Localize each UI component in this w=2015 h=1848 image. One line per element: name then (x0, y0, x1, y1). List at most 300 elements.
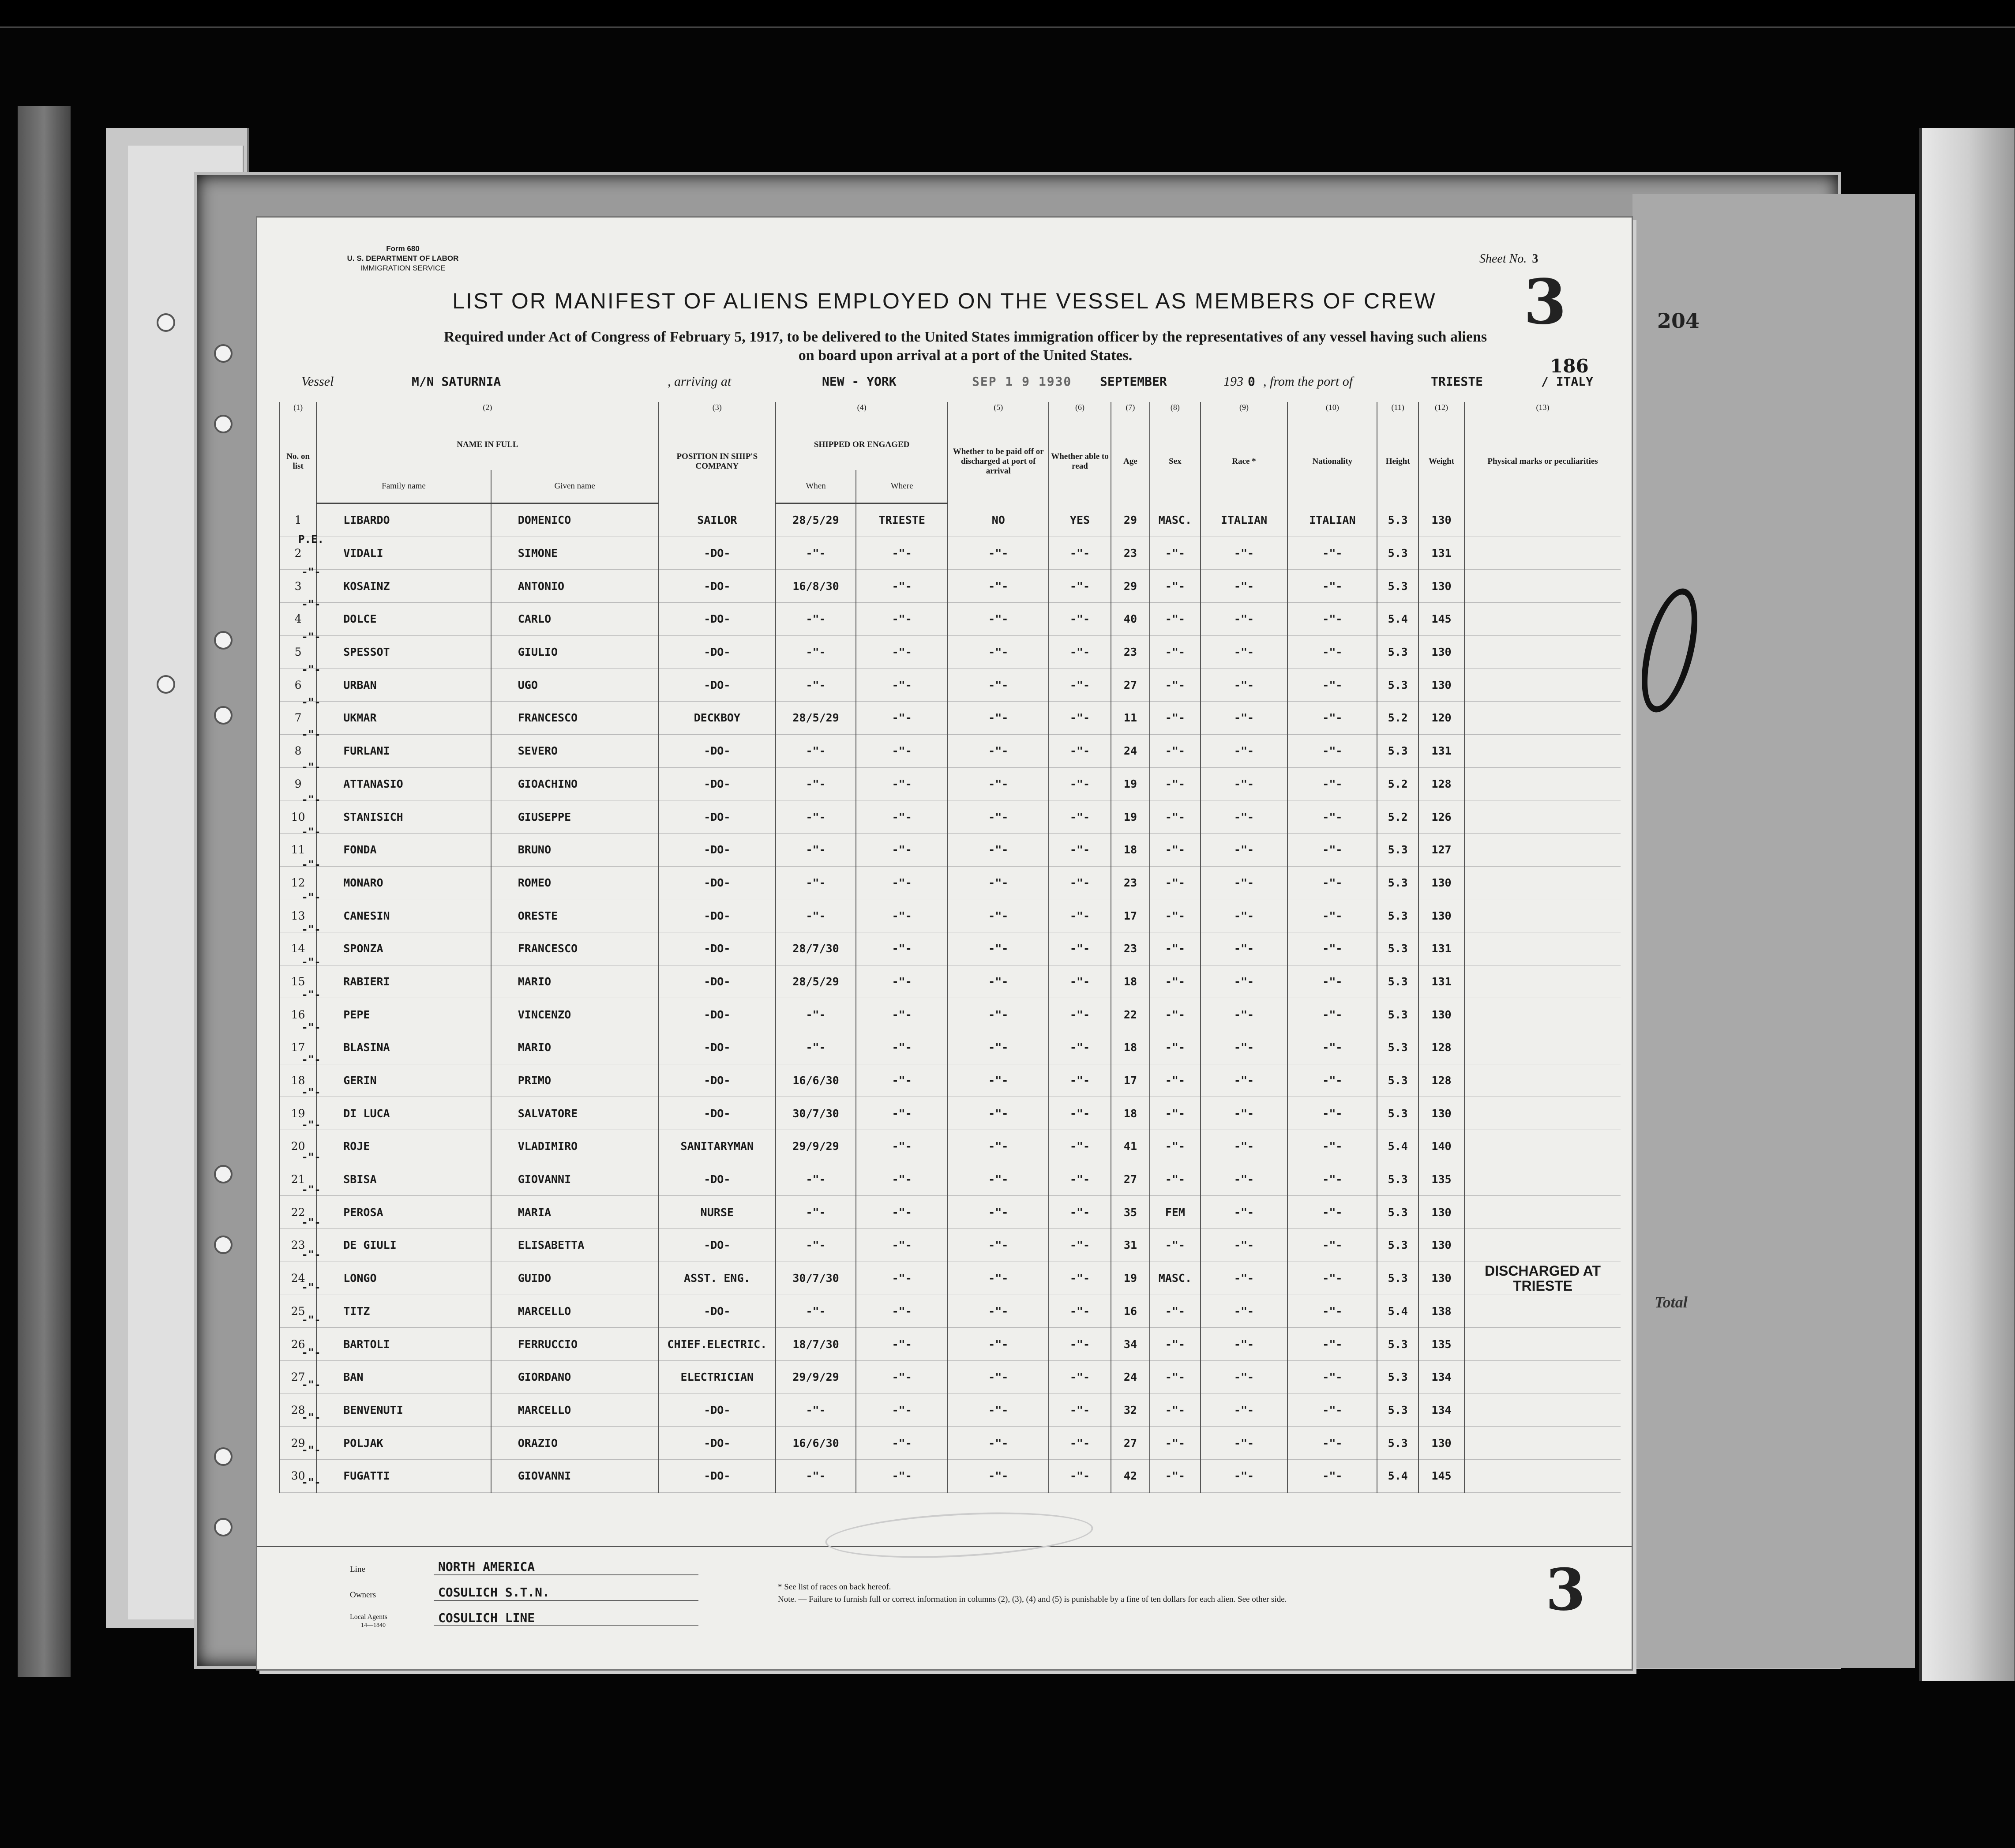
cell-when: -"- (776, 1229, 856, 1262)
margin-mark: -"- (301, 1476, 321, 1489)
cell-age: 27 (1111, 1163, 1150, 1196)
cell-paid: -"- (948, 866, 1049, 899)
manifest-footer (257, 1546, 1632, 1662)
manifest-sheet (256, 216, 1633, 1671)
cell-paid: -"- (948, 1262, 1049, 1295)
cell-nat: -"- (1287, 1328, 1377, 1361)
cell-race: -"- (1201, 998, 1288, 1031)
cell-position: -DO- (659, 800, 776, 834)
service: IMMIGRATION SERVICE (360, 264, 446, 272)
cell-height: 5.3 (1377, 570, 1418, 603)
cell-when: -"- (776, 1295, 856, 1328)
cell-age: 23 (1111, 635, 1150, 669)
cell-nat: -"- (1287, 767, 1377, 800)
cell-height: 5.3 (1377, 1196, 1418, 1229)
cell-where: -"- (856, 669, 948, 702)
arrival-year: 0 (1248, 374, 1255, 389)
date-stamp: SEP 1 9 1930 (972, 374, 1072, 389)
cell-marks (1464, 1229, 1621, 1262)
cell-nat: -"- (1287, 1360, 1377, 1394)
cell-read: -"- (1049, 1163, 1111, 1196)
owners-rule (434, 1600, 698, 1601)
table-row (280, 998, 1621, 1031)
cell-marks (1464, 1130, 1621, 1163)
margin-mark: -"- (301, 1183, 321, 1196)
cell-family: TITZ (316, 1295, 491, 1328)
cell-given: UGO (491, 669, 659, 702)
cell-when: -"- (776, 734, 856, 767)
cell-race: -"- (1201, 537, 1288, 570)
cell-no: 22 (280, 1196, 316, 1229)
cell-position: DECKBOY (659, 702, 776, 735)
punch-hole (214, 1165, 233, 1183)
cell-no: 2 (280, 537, 316, 570)
cell-position: -DO- (659, 1064, 776, 1097)
cell-race: -"- (1201, 1295, 1288, 1328)
table-row (280, 1097, 1621, 1130)
cell-given: GIOVANNI (491, 1163, 659, 1196)
cell-height: 5.3 (1377, 965, 1418, 998)
arrival-port: NEW - YORK (822, 374, 897, 389)
table-row (280, 866, 1621, 899)
table-row (280, 1295, 1621, 1328)
cell-nat: -"- (1287, 669, 1377, 702)
cell-height: 5.3 (1377, 1427, 1418, 1460)
cell-race: -"- (1201, 1130, 1288, 1163)
cell-height: 5.3 (1377, 1163, 1418, 1196)
cell-position: -DO- (659, 998, 776, 1031)
cell-sex: -"- (1150, 1031, 1200, 1064)
cell-given: DOMENICO (491, 503, 659, 537)
cell-read: -"- (1049, 833, 1111, 866)
cell-sex: -"- (1150, 1328, 1200, 1361)
cell-sex: -"- (1150, 1163, 1200, 1196)
cell-height: 5.3 (1377, 899, 1418, 932)
form-number: Form 680 (386, 244, 420, 253)
cell-family: KOSAINZ (316, 570, 491, 603)
cell-given: GIOACHINO (491, 767, 659, 800)
cell-family: CANESIN (316, 899, 491, 932)
cell-no: 15 (280, 965, 316, 998)
punch-hole (214, 706, 233, 725)
cell-family: FONDA (316, 833, 491, 866)
cell-paid: -"- (948, 734, 1049, 767)
header-family-name: Family name (316, 470, 491, 503)
cell-read: -"- (1049, 1459, 1111, 1492)
punch-hole (214, 1447, 233, 1466)
cell-weight: 145 (1418, 1459, 1464, 1492)
year-label: 193 (1223, 374, 1243, 389)
cell-read: -"- (1049, 1064, 1111, 1097)
cell-given: ROMEO (491, 866, 659, 899)
cell-weight: 128 (1418, 767, 1464, 800)
cell-where: -"- (856, 998, 948, 1031)
cell-position: -DO- (659, 1097, 776, 1130)
cell-position: -DO- (659, 899, 776, 932)
owners-label: Owners (350, 1590, 376, 1600)
crew-manifest-table (279, 402, 1621, 1493)
cell-no: 9 (280, 767, 316, 800)
cell-given: BRUNO (491, 833, 659, 866)
cell-marks (1464, 1394, 1621, 1427)
cell-paid: -"- (948, 1064, 1049, 1097)
cell-age: 41 (1111, 1130, 1150, 1163)
cell-where: -"- (856, 1064, 948, 1097)
margin-mark: -"- (301, 1216, 321, 1228)
cell-marks (1464, 635, 1621, 669)
cell-no: 23 (280, 1229, 316, 1262)
cell-race: -"- (1201, 1031, 1288, 1064)
margin-mark: -"- (301, 923, 321, 936)
cell-nat: -"- (1287, 899, 1377, 932)
table-row (280, 1262, 1621, 1295)
cell-where: -"- (856, 1328, 948, 1361)
cell-family: VIDALI (316, 537, 491, 570)
cell-marks (1464, 1163, 1621, 1196)
cell-family: SPESSOT (316, 635, 491, 669)
from-port: TRIESTE (1431, 374, 1483, 389)
cell-race: -"- (1201, 833, 1288, 866)
cell-marks (1464, 1031, 1621, 1064)
cell-family: BLASINA (316, 1031, 491, 1064)
cell-where: -"- (856, 1196, 948, 1229)
cell-where: -"- (856, 833, 948, 866)
cell-given: ELISABETTA (491, 1229, 659, 1262)
cell-read: -"- (1049, 603, 1111, 636)
cell-sex: -"- (1150, 833, 1200, 866)
cell-no: 1 (280, 503, 316, 537)
cell-sex: -"- (1150, 702, 1200, 735)
cell-marks (1464, 669, 1621, 702)
cell-paid: -"- (948, 1130, 1049, 1163)
cell-height: 5.4 (1377, 1130, 1418, 1163)
cell-where: -"- (856, 800, 948, 834)
table-row (280, 537, 1621, 570)
line-rule (434, 1574, 698, 1575)
cell-position: -DO- (659, 635, 776, 669)
cell-read: -"- (1049, 1196, 1111, 1229)
cell-race: -"- (1201, 932, 1288, 965)
cell-position: -DO- (659, 932, 776, 965)
cell-read: -"- (1049, 899, 1111, 932)
cell-nat: -"- (1287, 1262, 1377, 1295)
cell-height: 5.3 (1377, 866, 1418, 899)
margin-mark: -"- (301, 988, 321, 1001)
table-row (280, 899, 1621, 932)
cell-no: 21 (280, 1163, 316, 1196)
cell-sex: -"- (1150, 767, 1200, 800)
owners-value: COSULICH S.T.N. (438, 1585, 550, 1600)
cell-when: 30/7/30 (776, 1097, 856, 1130)
table-row (280, 1031, 1621, 1064)
table-row (280, 767, 1621, 800)
cell-read: -"- (1049, 1031, 1111, 1064)
punch-hole (214, 1236, 233, 1254)
cell-marks (1464, 1196, 1621, 1229)
cell-height: 5.3 (1377, 635, 1418, 669)
margin-mark: -"- (301, 1151, 321, 1164)
cell-height: 5.2 (1377, 702, 1418, 735)
cell-weight: 130 (1418, 1196, 1464, 1229)
cell-sex: -"- (1150, 1459, 1200, 1492)
cell-read: -"- (1049, 1427, 1111, 1460)
cell-paid: -"- (948, 800, 1049, 834)
cell-paid: -"- (948, 1427, 1049, 1460)
col-num-13: (13) (1464, 402, 1621, 420)
cell-race: -"- (1201, 570, 1288, 603)
cell-position: -DO- (659, 570, 776, 603)
cell-weight: 130 (1418, 1262, 1464, 1295)
cell-sex: -"- (1150, 965, 1200, 998)
cell-sex: -"- (1150, 734, 1200, 767)
cell-no: 3 (280, 570, 316, 603)
cell-age: 16 (1111, 1295, 1150, 1328)
cell-family: SBISA (316, 1163, 491, 1196)
cell-position: ASST. ENG. (659, 1262, 776, 1295)
col-num-3: (3) (659, 402, 776, 420)
cell-weight: 140 (1418, 1130, 1464, 1163)
cell-position: -DO- (659, 1163, 776, 1196)
cell-height: 5.3 (1377, 503, 1418, 537)
cell-where: -"- (856, 1262, 948, 1295)
sheet-value: 3 (1532, 252, 1538, 266)
margin-mark: -"- (301, 1053, 321, 1066)
cell-read: -"- (1049, 1262, 1111, 1295)
cell-position: -DO- (659, 603, 776, 636)
cell-given: GIULIO (491, 635, 659, 669)
cell-nat: -"- (1287, 1427, 1377, 1460)
cell-given: VLADIMIRO (491, 1130, 659, 1163)
cell-height: 5.3 (1377, 1360, 1418, 1394)
margin-mark: P.E. (298, 533, 324, 545)
cell-age: 19 (1111, 1262, 1150, 1295)
cell-height: 5.4 (1377, 603, 1418, 636)
cell-no: 25 (280, 1295, 316, 1328)
cell-where: -"- (856, 1031, 948, 1064)
cell-nat: -"- (1287, 1394, 1377, 1427)
cell-when: -"- (776, 998, 856, 1031)
cell-race: -"- (1201, 866, 1288, 899)
cell-weight: 131 (1418, 932, 1464, 965)
cell-given: MARIO (491, 965, 659, 998)
cell-race: -"- (1201, 1262, 1288, 1295)
cell-where: -"- (856, 702, 948, 735)
cell-height: 5.2 (1377, 767, 1418, 800)
cell-nat: -"- (1287, 1229, 1377, 1262)
cell-family: RABIERI (316, 965, 491, 998)
cell-read: -"- (1049, 1328, 1111, 1361)
cell-family: URBAN (316, 669, 491, 702)
table-row (280, 1459, 1621, 1492)
cell-weight: 134 (1418, 1360, 1464, 1394)
cell-family: FURLANI (316, 734, 491, 767)
cell-race: -"- (1201, 767, 1288, 800)
cell-height: 5.3 (1377, 932, 1418, 965)
cell-when: -"- (776, 899, 856, 932)
cell-sex: -"- (1150, 1360, 1200, 1394)
margin-mark: -"- (301, 1118, 321, 1131)
cell-family: BAN (316, 1360, 491, 1394)
cell-race: -"- (1201, 702, 1288, 735)
cell-height: 5.3 (1377, 734, 1418, 767)
cell-height: 5.4 (1377, 1459, 1418, 1492)
col-num-2: (2) (316, 402, 658, 420)
cell-race: -"- (1201, 669, 1288, 702)
table-row (280, 800, 1621, 834)
col-num-7: (7) (1111, 402, 1150, 420)
cell-no: 18 (280, 1064, 316, 1097)
cell-sex: -"- (1150, 1229, 1200, 1262)
cell-given: GIOVANNI (491, 1459, 659, 1492)
agents-value: COSULICH LINE (438, 1611, 535, 1625)
cell-family: FUGATTI (316, 1459, 491, 1492)
cell-when: 28/5/29 (776, 702, 856, 735)
table-row (280, 1130, 1621, 1163)
cell-marks (1464, 1360, 1621, 1394)
cell-nat: -"- (1287, 1163, 1377, 1196)
cell-age: 23 (1111, 866, 1150, 899)
cell-age: 23 (1111, 932, 1150, 965)
cell-age: 17 (1111, 1064, 1150, 1097)
header-paid-off: Whether to be paid off or discharged at port of arrival (948, 420, 1049, 503)
cell-paid: -"- (948, 635, 1049, 669)
cell-family: LONGO (316, 1262, 491, 1295)
col-num-12: (12) (1418, 402, 1464, 420)
cell-height: 5.3 (1377, 1229, 1418, 1262)
cell-sex: -"- (1150, 635, 1200, 669)
cell-height: 5.3 (1377, 1394, 1418, 1427)
cell-where: -"- (856, 1130, 948, 1163)
cell-age: 18 (1111, 1031, 1150, 1064)
cell-given: FERRUCCIO (491, 1328, 659, 1361)
margin-mark: -"- (301, 1086, 321, 1098)
arrival-month: SEPTEMBER (1100, 374, 1167, 389)
binder-edge-left (18, 106, 71, 1677)
cell-sex: -"- (1150, 1064, 1200, 1097)
cell-read: YES (1049, 503, 1111, 537)
cell-when: 28/5/29 (776, 503, 856, 537)
cell-when: -"- (776, 669, 856, 702)
cell-where: -"- (856, 965, 948, 998)
cell-given: GIORDANO (491, 1360, 659, 1394)
cell-sex: -"- (1150, 1394, 1200, 1427)
cell-when: -"- (776, 537, 856, 570)
cell-no: 4 (280, 603, 316, 636)
requirement-line-2: on board upon arrival at a port of the United States. (798, 347, 1133, 364)
cell-where: -"- (856, 1097, 948, 1130)
cell-paid: -"- (948, 537, 1049, 570)
cell-read: -"- (1049, 1130, 1111, 1163)
cell-paid: -"- (948, 570, 1049, 603)
margin-mark: -"- (301, 1021, 321, 1033)
cell-weight: 134 (1418, 1394, 1464, 1427)
cell-age: 31 (1111, 1229, 1150, 1262)
margin-mark: -"- (301, 1346, 321, 1359)
cell-paid: -"- (948, 932, 1049, 965)
cell-given: MARCELLO (491, 1394, 659, 1427)
cell-paid: -"- (948, 603, 1049, 636)
table-row (280, 570, 1621, 603)
margin-mark: -"- (301, 1411, 321, 1424)
cell-height: 5.2 (1377, 800, 1418, 834)
cell-marks (1464, 932, 1621, 965)
cell-no: 27 (280, 1360, 316, 1394)
header-given-name: Given name (491, 470, 659, 503)
cell-where: -"- (856, 932, 948, 965)
agents-rule (434, 1625, 698, 1626)
cell-paid: -"- (948, 669, 1049, 702)
cell-read: -"- (1049, 1229, 1111, 1262)
cell-race: ITALIAN (1201, 503, 1288, 537)
cell-nat: -"- (1287, 965, 1377, 998)
cell-marks (1464, 503, 1621, 537)
cell-family: PEROSA (316, 1196, 491, 1229)
cell-marks (1464, 603, 1621, 636)
margin-mark: -"- (301, 890, 321, 903)
cell-height: 5.4 (1377, 1295, 1418, 1328)
punch-hole (214, 1518, 233, 1536)
cell-age: 29 (1111, 570, 1150, 603)
fine-note: Note. — Failure to furnish full or correct information in columns (2), (3), (4) and (5) is punishable by a fine of ten dollars for each alien. See other side. (778, 1595, 1287, 1604)
cell-position: ELECTRICIAN (659, 1360, 776, 1394)
cell-weight: 130 (1418, 1097, 1464, 1130)
cell-height: 5.3 (1377, 1328, 1418, 1361)
cell-read: -"- (1049, 734, 1111, 767)
film-edge (0, 0, 2015, 28)
header-height: Height (1377, 420, 1418, 503)
punch-hole (157, 675, 175, 694)
cell-nat: -"- (1287, 1097, 1377, 1130)
cell-read: -"- (1049, 866, 1111, 899)
cell-paid: -"- (948, 1459, 1049, 1492)
cell-age: 19 (1111, 767, 1150, 800)
side-note-total: Total (1655, 1293, 1688, 1311)
cell-marks (1464, 866, 1621, 899)
cell-marks (1464, 965, 1621, 998)
cell-race: -"- (1201, 635, 1288, 669)
cell-sex: -"- (1150, 1295, 1200, 1328)
margin-mark: -"- (301, 760, 321, 773)
cell-no: 7 (280, 702, 316, 735)
cell-read: -"- (1049, 767, 1111, 800)
punch-hole (157, 313, 175, 332)
header-race: Race * (1201, 420, 1288, 503)
cell-position: -DO- (659, 1229, 776, 1262)
cell-age: 40 (1111, 603, 1150, 636)
table-row (280, 833, 1621, 866)
cell-no: 28 (280, 1394, 316, 1427)
cell-weight: 130 (1418, 503, 1464, 537)
cell-read: -"- (1049, 537, 1111, 570)
cell-race: -"- (1201, 1360, 1288, 1394)
cell-given: FRANCESCO (491, 702, 659, 735)
sheet-label: Sheet No. (1479, 252, 1527, 266)
margin-mark: -"- (301, 695, 321, 708)
cell-family: GERIN (316, 1064, 491, 1097)
cell-marks (1464, 570, 1621, 603)
cell-no: 16 (280, 998, 316, 1031)
cell-family: MONARO (316, 866, 491, 899)
cell-sex: -"- (1150, 603, 1200, 636)
cell-position: -DO- (659, 537, 776, 570)
form-header (345, 244, 460, 273)
cell-family: LIBARDO (316, 503, 491, 537)
cell-paid: -"- (948, 899, 1049, 932)
table-row (280, 669, 1621, 702)
cell-paid: -"- (948, 998, 1049, 1031)
cell-when: -"- (776, 635, 856, 669)
cell-when: -"- (776, 1163, 856, 1196)
